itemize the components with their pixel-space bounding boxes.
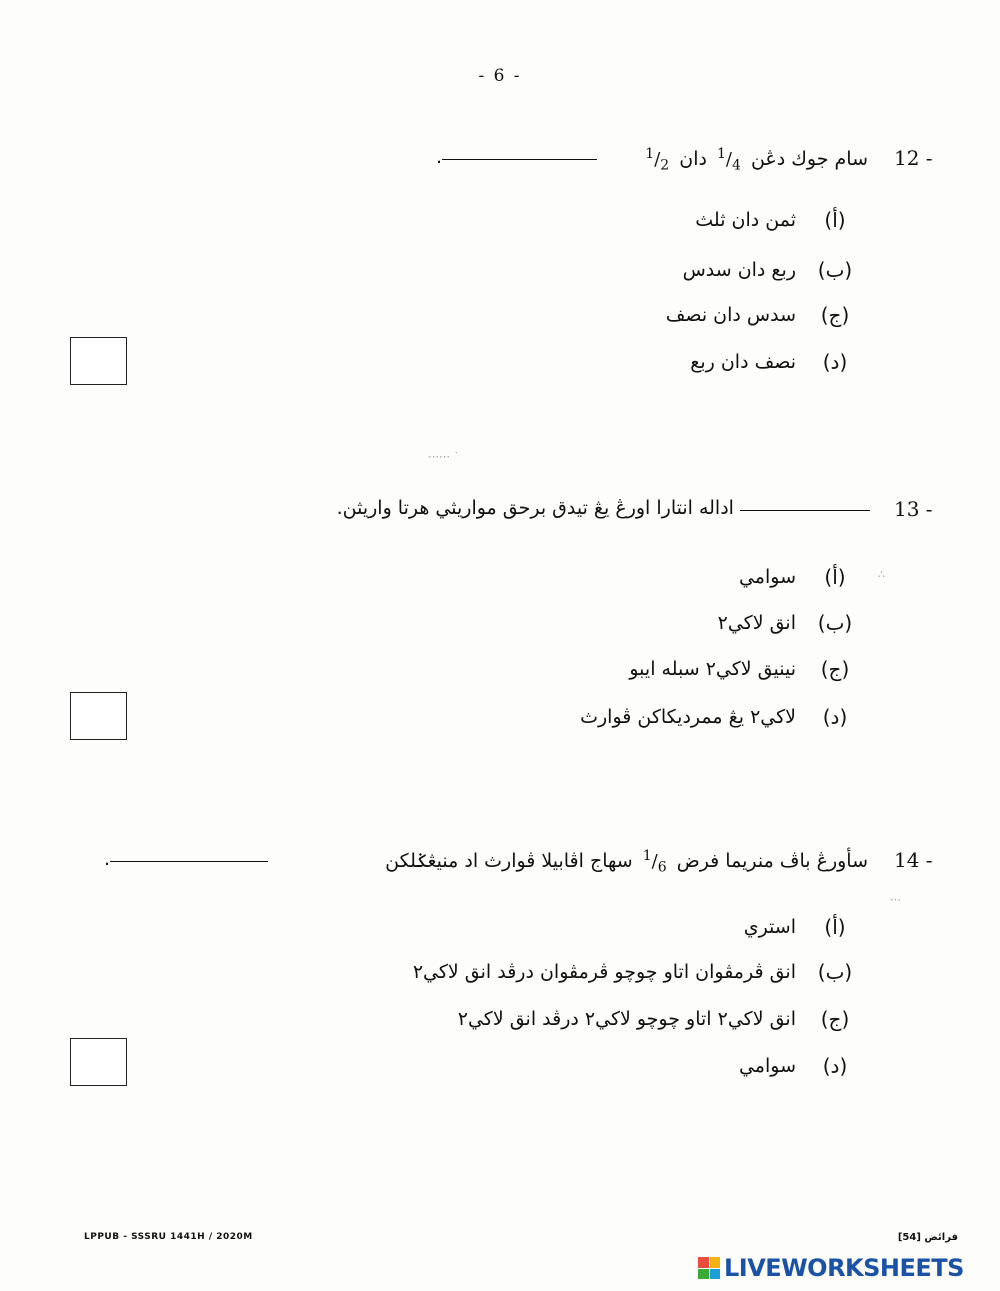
question-13-text: اداله انتارا اورڠ يڠ تيدق برحق مواريثي هرتا واريثن. (337, 497, 870, 519)
question-12-end-punct: . (436, 146, 443, 168)
question-13-answer-box[interactable] (70, 692, 127, 740)
liveworksheets-brand[interactable] (698, 1254, 964, 1282)
question-12-text-after: سام جوك دڠن (750, 148, 868, 170)
question-14-option-c: (ج) انق لاكي٢ اتاو چوچو لاكي٢ درڤد انق لاكي٢ (457, 1007, 850, 1031)
question-12-option-c: (ج) سدس دان نصف (665, 303, 850, 327)
question-14-number: 14 - (894, 848, 933, 872)
question-13-option-c: (ج) نينيق لاكي٢ سبله ايبو (629, 657, 850, 681)
liveworksheets-logo-icon (698, 1257, 720, 1279)
question-14-option-d: (د) سوامي (738, 1054, 848, 1078)
question-12-option-b: (ب) ربع دان سدس (682, 258, 853, 282)
question-13-number: 13 - (894, 497, 933, 521)
page-number: - 6 - (478, 66, 522, 86)
question-14-answer-blank[interactable] (104, 848, 268, 870)
question-12-text-before: دان (679, 148, 707, 170)
question-14-option-a: (أ) استري (743, 915, 846, 939)
question-12-answer-blank[interactable] (436, 146, 597, 168)
question-14-answer-box[interactable] (70, 1038, 127, 1086)
question-12-text (641, 146, 868, 174)
question-12-fraction-quarter: $^1/_4$ (716, 146, 741, 174)
question-13-option-a: (أ) سوامي (738, 565, 846, 589)
question-12-answer-box[interactable] (70, 337, 127, 385)
scan-speck: ⋯ (890, 893, 901, 906)
question-12-option-a: (أ) ثمن دان ثلث (695, 208, 846, 232)
question-12-number: 12 - (894, 146, 933, 170)
footer-subject: فرائض [54] (897, 1232, 958, 1243)
brand-name: LIVEWORKSHEETS (724, 1254, 964, 1282)
scan-speck: ∴ (878, 568, 885, 581)
question-14-fraction-sixth: $^1/_6$ (642, 848, 667, 876)
footer-code: LPPUB - SSSRU 1441H / 2020M (84, 1232, 253, 1242)
question-14-option-b: (ب) انق ڤرمڤوان اتاو چوچو ڤرمڤوان درڤد انق لاكي٢ (412, 960, 853, 984)
question-13-answer-blank[interactable] (740, 506, 870, 511)
question-14-text: سأورڠ باڤ منريما فرض $^1/_6$ سهاج اڤابيلا ڤوارث اد منيڠݢلكن (385, 848, 868, 876)
question-12-option-d: (د) نصف دان ربع (690, 350, 848, 374)
question-13-option-b: (ب) انق لاكي٢ (717, 611, 853, 635)
question-13-option-d: (د) لاكي٢ يڠ ممرديكاكن ڤوارث (580, 705, 848, 729)
question-12-fraction-half: $^1/_2$ (645, 146, 670, 174)
scan-speck: ⋯⋯ ˙ (428, 450, 459, 463)
question-14-end-punct: . (104, 848, 111, 870)
